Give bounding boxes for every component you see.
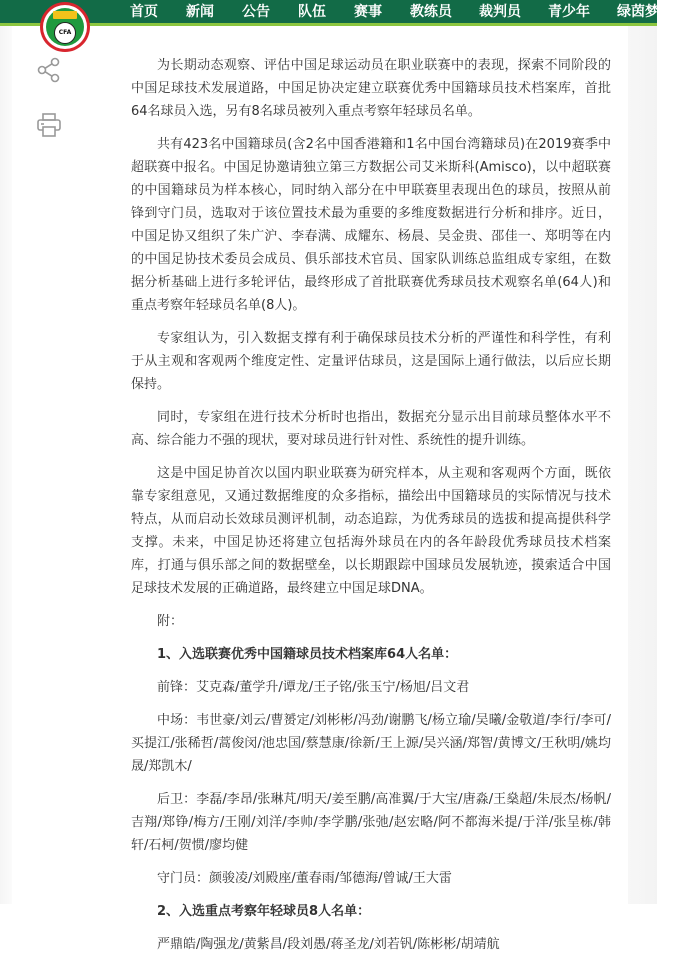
right-margin-shade <box>628 26 657 904</box>
paragraph-selection-process: 共有423名中国籍球员(含2名中国香港籍和1名中国台湾籍球员)在2019赛季中超联赛中报名。中国足协邀请独立第三方数据公司艾米斯科(Amisco)，以中超联赛的中国籍球员为样本核心，同时纳入部分在中甲联赛里表现出色的球员，按照从前锋到守门员，选取对于该位置技术最为重要的多维度数据进行分析和排序。近日，中国足协又组织了朱广沪、李春满、成耀东、杨晨、吴金贵、邵佳一、郑明等在内的中国足协技术委员会成员、俱乐部技术官员、国家队训练总监组成专家组，在数据分析基础上进行多轮评估，最终形成了首批联赛优秀球员技术观察名单(64人)和重点考察年轻球员名单(8人)。 <box>131 137 611 313</box>
side-toolbar <box>34 55 64 140</box>
nav-item-green-dream[interactable]: 绿茵梦想 <box>617 4 673 20</box>
top-navigation-bar <box>0 0 673 26</box>
logo-football: CFA <box>54 22 76 44</box>
nav-item-competitions[interactable]: 赛事 <box>354 4 382 20</box>
list1-title: 1、入选联赛优秀中国籍球员技术档案库64人名单： <box>157 647 458 662</box>
list1-midfielders: 中场：韦世豪/刘云/曹赟定/刘彬彬/冯劲/谢鹏飞/杨立瑜/吴曦/金敬道/李行/李可/买提江/张稀哲/蒿俊闵/池忠国/蔡慧康/徐新/王上源/吴兴涵/郑智/黄博文/王秋明/姚均晟/郑凯木/ <box>131 713 611 774</box>
nav-item-youth[interactable]: 青少年 <box>548 4 590 20</box>
list2-players: 严鼎皓/陶强龙/黄紫昌/段刘愚/蒋圣龙/刘若钒/陈彬彬/胡靖航 <box>157 937 500 952</box>
print-icon <box>36 112 62 138</box>
logo-gate-emblem <box>53 11 77 19</box>
list1-goalkeepers: 守门员：颜骏凌/刘殿座/董春雨/邹德海/曾诚/王大雷 <box>157 871 452 886</box>
paragraph-analysis-findings: 同时，专家组在进行技术分析时也指出，数据充分显示出目前球员整体水平不高、综合能力不强的现状，要对球员进行针对性、系统性的提升训练。 <box>131 410 611 448</box>
nav-item-teams[interactable]: 队伍 <box>298 4 326 20</box>
nav-item-referees[interactable]: 裁判员 <box>479 4 521 20</box>
appendix-label: 附： <box>157 614 184 629</box>
cfa-logo[interactable] <box>40 2 90 52</box>
paragraph-significance: 这是中国足协首次以国内职业联赛为研究样本，从主观和客观两个方面，既依靠专家组意见，又通过数据维度的众多指标，描绘出中国籍球员的实际情况与技术特点，从而启动长效球员测评机制，动态追踪，为优秀球员的选拔和提高提供科学支撑。未来，中国足协还将建立包括海外球员在内的各年龄段优秀球员技术档案库，打通与俱乐部之间的数据壁垒，以长期跟踪中国球员发展轨迹，摸索适合中国足球技术发展的正确道路，最终建立中国足球DNA。 <box>131 466 611 596</box>
paragraph-intro: 为长期动态观察、评估中国足球运动员在职业联赛中的表现，探索不同阶段的中国足球技术发展道路，中国足协决定建立联赛优秀中国籍球员技术档案库，首批64名球员入选，另有8名球员被列入重点考察年轻球员名单。 <box>131 58 611 119</box>
left-margin-shade <box>0 26 12 904</box>
print-button[interactable] <box>34 110 64 140</box>
list1-forwards: 前锋：艾克森/董学升/谭龙/王子铭/张玉宁/杨旭/吕文君 <box>157 680 470 695</box>
nav-item-home[interactable]: 首页 <box>130 4 158 20</box>
nav-item-news[interactable]: 新闻 <box>186 4 214 20</box>
nav-menu <box>130 0 673 24</box>
paragraph-expert-view: 专家组认为，引入数据支撑有利于确保球员技术分析的严谨性和科学性，有利于从主观和客观两个维度定性、定量评估球员，这是国际上通行做法，以后应长期保持。 <box>131 331 611 392</box>
list1-defenders: 后卫：李磊/李昂/张琳芃/明天/姜至鹏/高准翼/于大宝/唐淼/王燊超/朱辰杰/杨帆/吉翔/郑铮/梅方/王刚/刘洋/李帅/李学鹏/张弛/赵宏略/阿不都海米提/于洋/张呈栋/韩轩/石柯/贺惯/廖均健 <box>131 792 611 853</box>
article-body <box>131 54 611 966</box>
nav-item-announcements[interactable]: 公告 <box>242 4 270 20</box>
share-icon <box>36 57 62 83</box>
list2-title: 2、入选重点考察年轻球员8人名单： <box>157 904 371 919</box>
share-button[interactable] <box>34 55 64 85</box>
nav-item-coaches[interactable]: 教练员 <box>410 4 452 20</box>
